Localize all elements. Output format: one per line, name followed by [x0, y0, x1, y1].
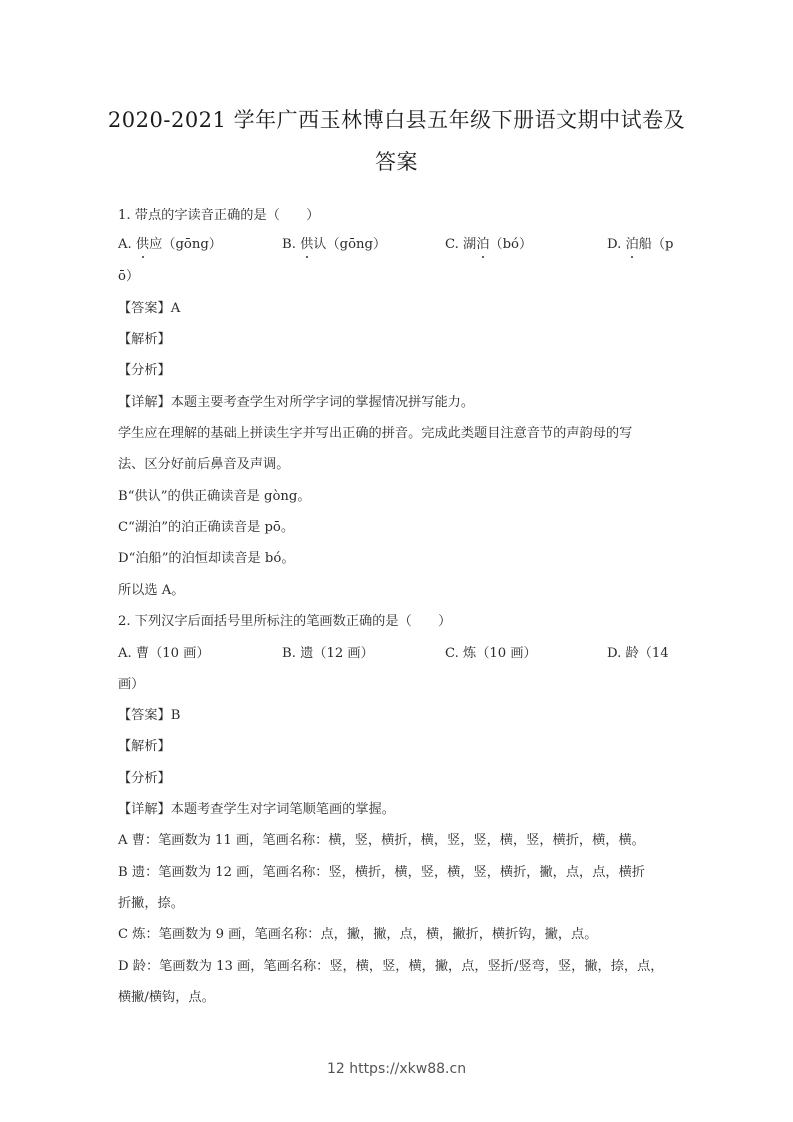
document-title-line-1: 2020-2021 学年广西玉林博白县五年级下册语文期中试卷及 [107, 108, 686, 132]
q1-explanation-c: C“湖泊”的泊正确读音是 pō。 [118, 520, 295, 535]
q2-fenxi-heading: 【分析】 [118, 771, 171, 786]
q1-explanation-d: D“泊船”的泊恒却读音是 bó。 [118, 551, 295, 566]
q1-stem: 1. 带点的字读音正确的是（ ） [118, 208, 320, 223]
q1-answer: 【答案】A [118, 301, 181, 316]
q1-xiangjie: 【详解】本题主要考查学生对所学字词的掌握情况拼写能力。 [118, 395, 475, 410]
q2-explanation-d-line-1: D 龄：笔画数为 13 画，笔画名称：竖，横，竖，横，撇，点，竖折/竖弯，竖，撇，捺，点， [118, 959, 664, 974]
q1-option-a: A. 供应（gōng） [118, 237, 222, 252]
dotted-char: 供 [300, 237, 314, 252]
q2-explanation-b-line-2: 折撇，捺。 [118, 896, 184, 911]
q1-option-c: C. 湖泊（bó） [445, 237, 533, 252]
q2-option-b: B. 遗（12 画） [282, 646, 374, 661]
q1-explanation-line-2: 法、区分好前后鼻音及声调。 [118, 457, 290, 472]
q2-explanation-c: C 炼：笔画数为 9 画，笔画名称：点，撇，撇，点，横，撇折，横折钩，撇，点。 [118, 927, 598, 942]
q1-fenxi-heading: 【分析】 [118, 363, 171, 378]
q2-explanation-a: A 曹：笔画数为 11 画，笔画名称：横，竖，横折，横，竖，竖，横，竖，横折，横，横。 [118, 833, 645, 848]
q2-option-wrap: 画） [118, 677, 145, 692]
q2-xiangjie: 【详解】本题考查学生对字词笔顺笔画的掌握。 [118, 802, 395, 817]
q1-explanation-line-1: 学生应在理解的基础上拼读生字并写出正确的拼音。完成此类题目注意音节的声韵母的写 [118, 426, 633, 441]
q1-option-wrap: ō） [118, 269, 140, 284]
dotted-char: 泊 [476, 237, 490, 252]
q1-option-d: D. 泊船（p [607, 237, 674, 252]
q2-explanation-b-line-1: B 遗：笔画数为 12 画，笔画名称：竖，横折，横，竖，横，竖，横折，撇，点，点，横折 [118, 865, 645, 880]
dotted-char: 供 [135, 237, 150, 252]
q2-explanation-d-line-2: 横撇/横钩，点。 [118, 990, 215, 1005]
q2-options [118, 645, 718, 663]
q2-answer: 【答案】B [118, 708, 181, 723]
q2-option-d: D. 龄（14 [607, 646, 669, 661]
q1-option-b: B. 供认（gōng） [282, 237, 387, 252]
q2-option-c: C. 炼（10 画） [445, 646, 537, 661]
page-footer: 12 https://xkw88.cn [326, 1061, 467, 1077]
document-title-line-2: 答案 [375, 150, 418, 174]
q2-jiexi-heading: 【解析】 [118, 739, 171, 754]
q1-options [118, 236, 718, 254]
q2-option-a: A. 曹（10 画） [118, 646, 210, 661]
q1-conclusion: 所以选 A。 [118, 583, 185, 598]
dotted-char: 泊 [625, 237, 639, 252]
q1-jiexi-heading: 【解析】 [118, 332, 171, 347]
q1-explanation-b: B“供认”的供正确读音是 gòng。 [118, 489, 311, 504]
q2-stem: 2. 下列汉字后面括号里所标注的笔画数正确的是（ ） [118, 614, 452, 629]
